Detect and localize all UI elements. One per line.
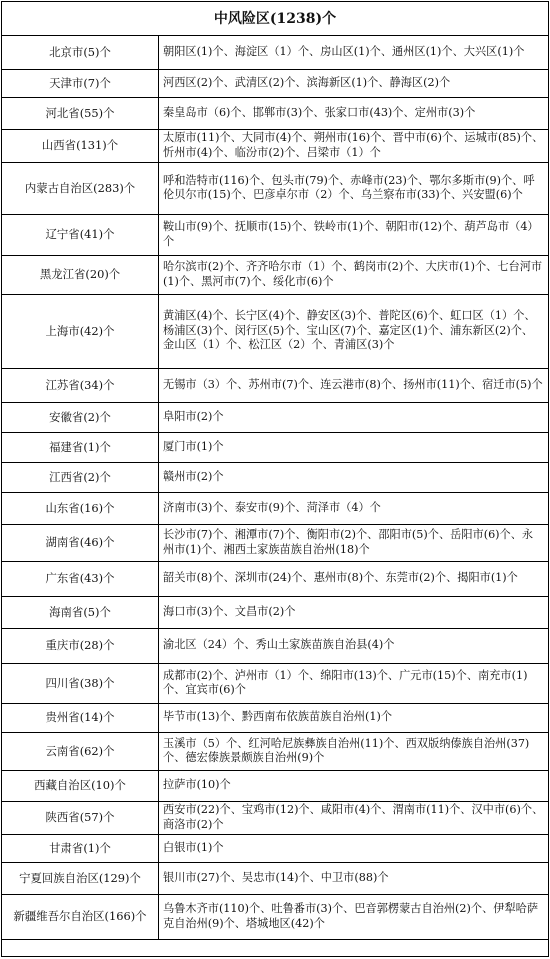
province-cell: 甘肃省(1)个 <box>2 834 159 862</box>
table-row <box>2 628 548 663</box>
table-row <box>2 561 548 596</box>
province-cell: 江苏省(34)个 <box>2 368 159 402</box>
table-row <box>2 524 548 561</box>
table-row <box>2 294 548 368</box>
areas-cell: 河西区(2)个、武清区(2)个、滨海新区(1)个、静海区(2)个 <box>159 69 549 97</box>
table-row <box>2 801 548 834</box>
province-cell: 贵州省(14)个 <box>2 703 159 732</box>
areas-cell: 无锡市（3）个、苏州市(7)个、连云港市(8)个、扬州市(11)个、宿迁市(5)个 <box>159 368 549 402</box>
province-cell: 四川省(38)个 <box>2 663 159 703</box>
areas-cell: 秦皇岛市（6)个、邯郸市(3)个、张家口市(43)个、定州市(3)个 <box>159 97 549 129</box>
province-cell: 黑龙江省(20)个 <box>2 255 159 294</box>
table-row <box>2 36 548 69</box>
table-row <box>2 97 548 129</box>
table-row <box>2 462 548 492</box>
table-row <box>2 732 548 770</box>
areas-cell: 哈尔滨市(2)个、齐齐哈尔市（1）个、鹤岗市(2)个、大庆市(1)个、七台河市(1)个、黑河市(7)个、绥化市(6)个 <box>159 255 549 294</box>
province-cell: 海南省(5)个 <box>2 596 159 628</box>
province-cell: 河北省(55)个 <box>2 97 159 129</box>
province-cell: 西藏自治区(10)个 <box>2 770 159 801</box>
table-row <box>2 432 548 462</box>
province-cell: 陕西省(57)个 <box>2 801 159 834</box>
province-cell: 重庆市(28)个 <box>2 628 159 663</box>
areas-cell: 银川市(27)个、吴忠市(14)个、中卫市(88)个 <box>159 862 549 894</box>
table-row <box>2 703 548 732</box>
province-cell: 山西省(131)个 <box>2 129 159 162</box>
areas-cell: 济南市(3)个、泰安市(9)个、菏泽市（4）个 <box>159 492 549 524</box>
areas-cell: 渝北区（24）个、秀山土家族苗族自治县(4)个 <box>159 628 549 663</box>
province-cell: 新疆维吾尔自治区(166)个 <box>2 894 159 939</box>
areas-cell: 鞍山市(9)个、抚顺市(15)个、铁岭市(1)个、朝阳市(12)个、葫芦岛市（4）个 <box>159 214 549 255</box>
province-cell: 湖南省(46)个 <box>2 524 159 561</box>
areas-cell: 白银市(1)个 <box>159 834 549 862</box>
table-row <box>2 834 548 862</box>
province-cell: 云南省(62)个 <box>2 732 159 770</box>
province-cell: 上海市(42)个 <box>2 294 159 368</box>
province-cell: 福建省(1)个 <box>2 432 159 462</box>
table-row <box>2 492 548 524</box>
province-cell: 北京市(5)个 <box>2 36 159 69</box>
table-row <box>2 862 548 894</box>
areas-cell: 拉萨市(10)个 <box>159 770 549 801</box>
areas-cell: 厦门市(1)个 <box>159 432 549 462</box>
province-cell: 广东省(43)个 <box>2 561 159 596</box>
table-title: 中风险区(1238)个 <box>2 2 548 36</box>
risk-area-table <box>1 1 549 957</box>
province-cell: 宁夏回族自治区(129)个 <box>2 862 159 894</box>
areas-cell: 玉溪市（5）个、红河哈尼族彝族自治州(11)个、西双版纳傣族自治州(37)个、德宏傣族景颇族自治州(9)个 <box>159 732 549 770</box>
table-row <box>2 402 548 432</box>
table-row <box>2 69 548 97</box>
province-cell: 辽宁省(41)个 <box>2 214 159 255</box>
table-row <box>2 129 548 162</box>
areas-cell: 赣州市(2)个 <box>159 462 549 492</box>
region-table <box>2 36 548 940</box>
areas-cell: 毕节市(13)个、黔西南布依族苗族自治州(1)个 <box>159 703 549 732</box>
areas-cell: 呼和浩特市(116)个、包头市(79)个、赤峰市(23)个、鄂尔多斯市(9)个、呼伦贝尔市(15)个、巴彦卓尔市（2）个、乌兰察布市(33)个、兴安盟(6)个 <box>159 162 549 214</box>
table-row <box>2 663 548 703</box>
areas-cell: 西安市(22)个、宝鸡市(12)个、咸阳市(4)个、渭南市(11)个、汉中市(6)个、商洛市(2)个 <box>159 801 549 834</box>
province-cell: 江西省(2)个 <box>2 462 159 492</box>
province-cell: 山东省(16)个 <box>2 492 159 524</box>
table-row <box>2 214 548 255</box>
areas-cell: 韶关市(8)个、深圳市(24)个、惠州市(8)个、东莞市(2)个、揭阳市(1)个 <box>159 561 549 596</box>
table-row <box>2 894 548 939</box>
table-row <box>2 368 548 402</box>
table-row <box>2 255 548 294</box>
province-cell: 天津市(7)个 <box>2 69 159 97</box>
province-cell: 安徽省(2)个 <box>2 402 159 432</box>
areas-cell: 阜阳市(2)个 <box>159 402 549 432</box>
table-row <box>2 162 548 214</box>
areas-cell: 乌鲁木齐市(110)个、吐鲁番市(3)个、巴音郭楞蒙古自治州(2)个、伊犁哈萨克自治州(9)个、塔城地区(42)个 <box>159 894 549 939</box>
areas-cell: 朝阳区(1)个、海淀区（1）个、房山区(1)个、通州区(1)个、大兴区(1)个 <box>159 36 549 69</box>
areas-cell: 长沙市(7)个、湘潭市(7)个、衡阳市(2)个、邵阳市(5)个、岳阳市(6)个、永州市(1)个、湘西土家族苗族自治州(18)个 <box>159 524 549 561</box>
table-row <box>2 770 548 801</box>
province-cell: 内蒙古自治区(283)个 <box>2 162 159 214</box>
areas-cell: 海口市(3)个、文昌市(2)个 <box>159 596 549 628</box>
areas-cell: 成都市(2)个、泸州市（1）个、绵阳市(13)个、广元市(15)个、南充市(1)个、宜宾市(6)个 <box>159 663 549 703</box>
table-row <box>2 596 548 628</box>
areas-cell: 黄浦区(4)个、长宁区(4)个、静安区(3)个、普陀区(6)个、虹口区（1）个、杨浦区(3)个、闵行区(5)个、宝山区(7)个、嘉定区(1)个、浦东新区(2)个、金山区（1）个、松江区（2）个、青浦区(3)个 <box>159 294 549 368</box>
areas-cell: 太原市(11)个、大同市(4)个、朔州市(16)个、晋中市(6)个、运城市(85)个、忻州市(4)个、临汾市(2)个、吕梁市（1）个 <box>159 129 549 162</box>
